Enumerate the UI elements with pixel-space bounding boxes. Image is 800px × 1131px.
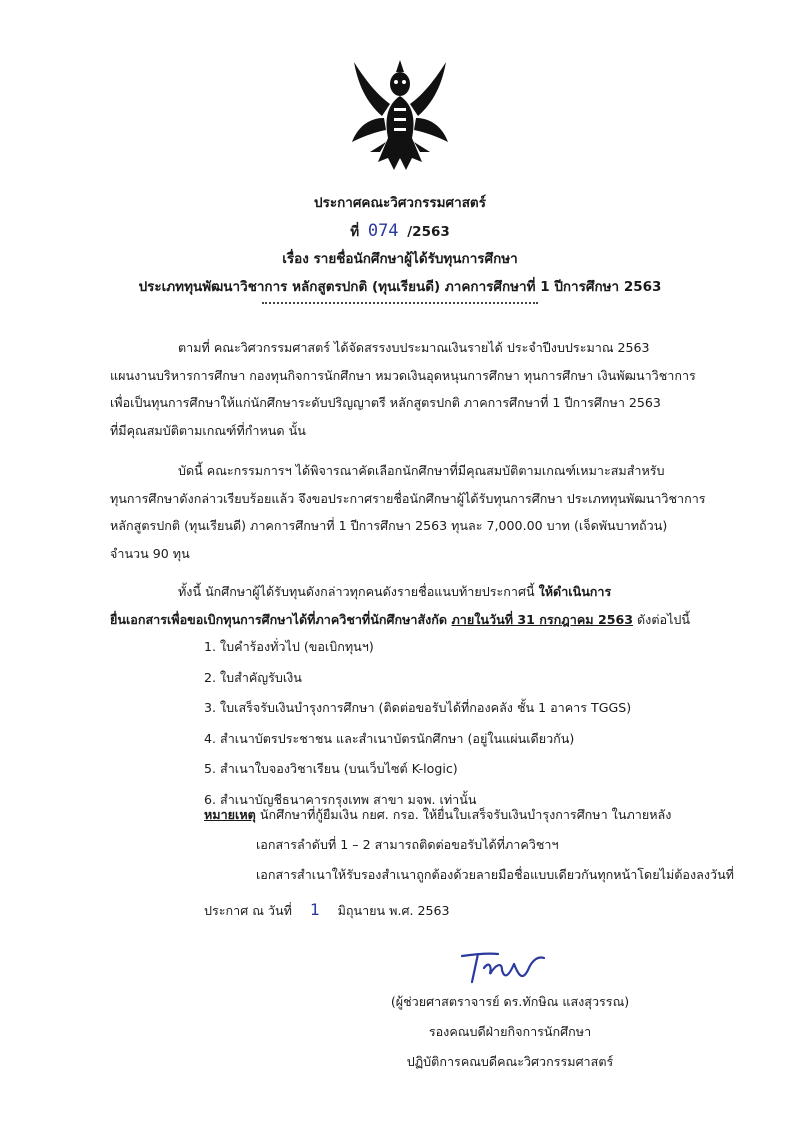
number-prefix: ที่ — [350, 224, 360, 240]
number-year: /2563 — [407, 224, 450, 240]
paragraph-line — [110, 606, 730, 634]
deadline-text: ภายในวันที่ 31 กรกฎาคม 2563 — [451, 611, 633, 627]
note-text: นักศึกษาที่กู้ยืมเงิน กยศ. กรอ. ให้ยื่นใบเสร็จรับเงินบำรุงการศึกษา ในภายหลัง — [255, 807, 672, 822]
list-item: 6. สำเนาบัญชีธนาคารกรุงเทพ สาขา มจพ. เท่านั้น — [204, 791, 477, 807]
list-item: 3. ใบเสร็จรับเงินบำรุงการศึกษา (ติดต่อขอรับได้ที่กองคลัง ชั้น 1 อาคาร TGGS) — [204, 700, 632, 715]
paragraph-1 — [110, 334, 730, 444]
announcement-date — [204, 900, 450, 921]
announcement-number — [0, 220, 800, 242]
signer-acting-title: ปฏิบัติการคณบดีคณะวิศวกรรมศาสตร์ — [406, 1054, 614, 1069]
para3-tail-text: ดังต่อไปนี้ — [633, 611, 691, 627]
para3-bold-text: ยื่นเอกสารเพื่อขอเบิกทุนการศึกษาได้ที่ภาควิชาที่นักศึกษาสังกัด — [110, 611, 452, 627]
paragraph-line: ทุนการศึกษาดังกล่าวเรียบร้อยแล้ว จึงขอประกาศรายชื่อนักศึกษาผู้ได้รับทุนการศึกษา ประเภททุนพัฒนาวิชาการ — [110, 490, 706, 506]
list-item: 5. สำเนาใบจองวิชาเรียน (บนเว็บไซต์ K-logic) — [204, 761, 458, 776]
list-item: 4. สำเนาบัตรประชาชน และสำเนาบัตรนักศึกษา (อยู่ในแผ่นเดียวกัน) — [204, 730, 575, 746]
document-list — [204, 632, 631, 815]
paragraph-line: เพื่อเป็นทุนการศึกษาให้แก่นักศึกษาระดับปริญญาตรี หลักสูตรปกติ ภาคการศึกษาที่ 1 ปีการศึกษา 2563 — [110, 395, 661, 410]
dotted-divider — [262, 302, 538, 304]
paragraph-line: หลักสูตรปกติ (ทุนเรียนดี) ภาคการศึกษาที่ 1 ปีการศึกษา 2563 ทุนละ 7,000.00 บาท (เจ็ดพันบาทถ้วน) — [110, 518, 668, 533]
date-prefix: ประกาศ ณ วันที่ — [204, 903, 292, 918]
note-line — [204, 800, 734, 830]
garuda-emblem-icon — [348, 58, 453, 176]
paragraph-line — [110, 578, 730, 606]
handwritten-signature — [458, 948, 548, 988]
paragraph-line: จำนวน 90 ทุน — [110, 545, 190, 561]
paragraph-line: ตามที่ คณะวิศวกรรมศาสตร์ ได้จัดสรรงบประมาณเงินรายได้ ประจำปีงบประมาณ 2563 — [178, 340, 650, 355]
list-item: 1. ใบคำร้องทั่วไป (ขอเบิกทุนฯ) — [204, 639, 374, 654]
paragraph-line: แผนงานบริหารการศึกษา กองทุนกิจการนักศึกษา หมวดเงินอุดหนุนการศึกษา ทุนการศึกษา เงินพัฒนาวิชาการ — [110, 367, 696, 383]
para3-text: ทั้งนี้ นักศึกษาผู้ได้รับทุนดังกล่าวทุกคนดังรายชื่อแนบท้ายประกาศนี้ — [178, 584, 539, 599]
paragraph-2 — [110, 457, 730, 567]
subject-subtitle: ประเภททุนพัฒนาวิชาการ หลักสูตรปกติ (ทุนเรียนดี) ภาคการศึกษาที่ 1 ปีการศึกษา 2563 — [138, 279, 662, 295]
subject-title: เรื่อง รายชื่อนักศึกษาผู้ได้รับทุนการศึกษา — [282, 251, 518, 267]
signer-name: (ผู้ช่วยศาสตราจารย์ ดร.ทักษิณ แสงสุวรรณ) — [390, 994, 630, 1009]
date-day-handwritten: 1 — [309, 900, 320, 919]
note-line: เอกสารลำดับที่ 1 – 2 สามารถติดต่อขอรับได้ที่ภาควิชาฯ — [256, 837, 559, 852]
paragraph-3 — [110, 578, 730, 633]
paragraph-line: บัดนี้ คณะกรรมการฯ ได้พิจารณาคัดเลือกนักศึกษาที่มีคุณสมบัติตามเกณฑ์เหมาะสมสำหรับ — [178, 463, 665, 478]
para3-bold-text: ให้ดำเนินการ — [538, 584, 612, 599]
list-item: 2. ใบสำคัญรับเงิน — [204, 669, 302, 685]
note-label: หมายเหตุ — [204, 807, 256, 822]
note-block — [204, 800, 734, 890]
paragraph-line: ที่มีคุณสมบัติตามเกณฑ์ที่กำหนด นั้น — [110, 422, 306, 438]
number-handwritten: 074 — [367, 221, 399, 241]
date-month-year: มิถุนายน พ.ศ. 2563 — [337, 903, 450, 918]
organization-title: ประกาศคณะวิศวกรรมศาสตร์ — [314, 195, 486, 211]
note-line: เอกสารสำเนาให้รับรองสำเนาถูกต้องด้วยลายมือชื่อแบบเดียวกันทุกหน้าโดยไม่ต้องลงวันที่ — [256, 867, 734, 882]
signer-title: รองคณบดีฝ่ายกิจการนักศึกษา — [428, 1024, 592, 1039]
